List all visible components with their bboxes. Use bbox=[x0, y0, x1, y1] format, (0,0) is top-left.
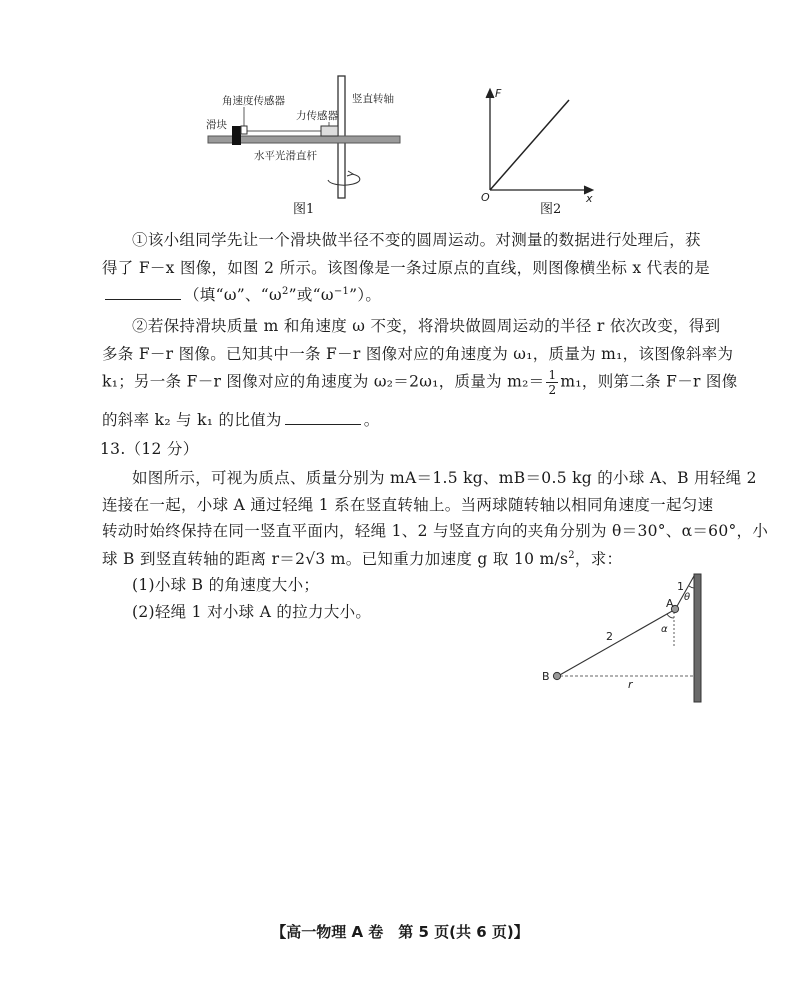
origin-label: O bbox=[481, 191, 490, 204]
answer-blank-1[interactable] bbox=[105, 285, 181, 300]
q13-header: 13.（12 分） bbox=[100, 440, 199, 458]
figure-q13 bbox=[538, 568, 718, 708]
q12-part1-line3: （填“ω”、“$\omega^2$”或“$\omega^{-1}$”）。 bbox=[102, 283, 381, 305]
label-vertical-shaft: 竖直转轴 bbox=[352, 93, 394, 105]
page-footer: 【高一物理 A 卷 第 5 页(共 6 页)】 bbox=[271, 923, 529, 941]
q12-part1-line1: ①该小组同学先让一个滑块做半径不变的圆周运动。对测量的数据进行处理后，获 bbox=[132, 231, 701, 249]
figure-1-apparatus bbox=[200, 70, 420, 220]
q12-part2-marker: ② bbox=[132, 317, 148, 335]
q13-line4: 球 B 到竖直转轴的距离 r＝2√3 m。已知重力加速度 g 取 10 $m/s^2$，求： bbox=[102, 549, 623, 568]
figure-1-caption: 图1 bbox=[293, 202, 315, 217]
q13-sub2: (2)轻绳 1 对小球 A 的拉力大小。 bbox=[132, 603, 372, 621]
label-ball-b: B bbox=[542, 670, 550, 683]
q13-vertical-shaft bbox=[694, 574, 701, 702]
angular-sensor bbox=[241, 126, 247, 134]
q13-line2: 连接在一起，小球 A 通过轻绳 1 系在竖直转轴上。当两球随转轴以相同角速度一起匀速 bbox=[102, 496, 714, 514]
q13-line3: 转动时始终保持在同一竖直平面内，轻绳 1、2 与竖直方向的夹角分别为 θ＝30°、α＝60°，小 bbox=[102, 522, 769, 540]
slider-block bbox=[232, 126, 241, 145]
answer-blank-2[interactable] bbox=[285, 410, 361, 425]
label-force-sensor: 力传感器 bbox=[296, 110, 338, 122]
q12-part2-line3: k₁；另一条 F－r 图像对应的角速度为 ω₂＝2ω₁，质量为 m₂＝ $\frac{1}{2}$ m₁，则第二条 F－r 图像 bbox=[102, 368, 738, 397]
q12-part2-line2: 多条 F－r 图像。已知其中一条 F－r 图像对应的角速度为 ω₁，质量为 m₁，该图像斜率为 bbox=[102, 345, 734, 363]
axis-label-f: F bbox=[495, 87, 502, 100]
q12-part2-line4: 的斜率 k₂ 与 k₁ 的比值为 。 bbox=[102, 411, 380, 429]
figure-2-caption: 图2 bbox=[540, 202, 562, 217]
force-sensor bbox=[321, 126, 338, 136]
label-theta: θ bbox=[684, 592, 691, 603]
ball-b bbox=[553, 672, 560, 679]
label-angular-sensor: 角速度传感器 bbox=[222, 95, 285, 107]
q12-part2-line1: ②若保持滑块质量 m 和角速度 ω 不变，将滑块做圆周运动的半径 r 依次改变，得到 bbox=[132, 317, 721, 335]
label-rope-1: 1 bbox=[677, 580, 684, 593]
label-ball-a: A bbox=[666, 597, 674, 610]
q12-part1-line2: 得了 F－x 图像，如图 2 所示。该图像是一条过原点的直线，则图像横坐标 x 代表的是 bbox=[102, 259, 710, 277]
rope-2 bbox=[558, 610, 674, 676]
label-rope-2: 2 bbox=[606, 630, 613, 643]
figure-2-graph bbox=[476, 84, 600, 204]
fraction-one-half: $\frac{1}{2}$ bbox=[548, 368, 557, 397]
label-slider: 滑块 bbox=[206, 119, 227, 131]
q12-part1-marker: ① bbox=[132, 231, 148, 249]
f-x-line bbox=[490, 100, 569, 190]
label-alpha: α bbox=[661, 624, 668, 635]
label-r: r bbox=[628, 678, 633, 691]
q13-line1: 如图所示，可视为质点、质量分别为 mA＝1.5 kg、mB＝0.5 kg 的小球 A、B 用轻绳 2 bbox=[132, 469, 757, 487]
axis-label-x: x bbox=[586, 192, 593, 204]
label-rod: 水平光滑直杆 bbox=[254, 150, 317, 162]
q13-sub1: (1)小球 B 的角速度大小； bbox=[132, 576, 320, 594]
